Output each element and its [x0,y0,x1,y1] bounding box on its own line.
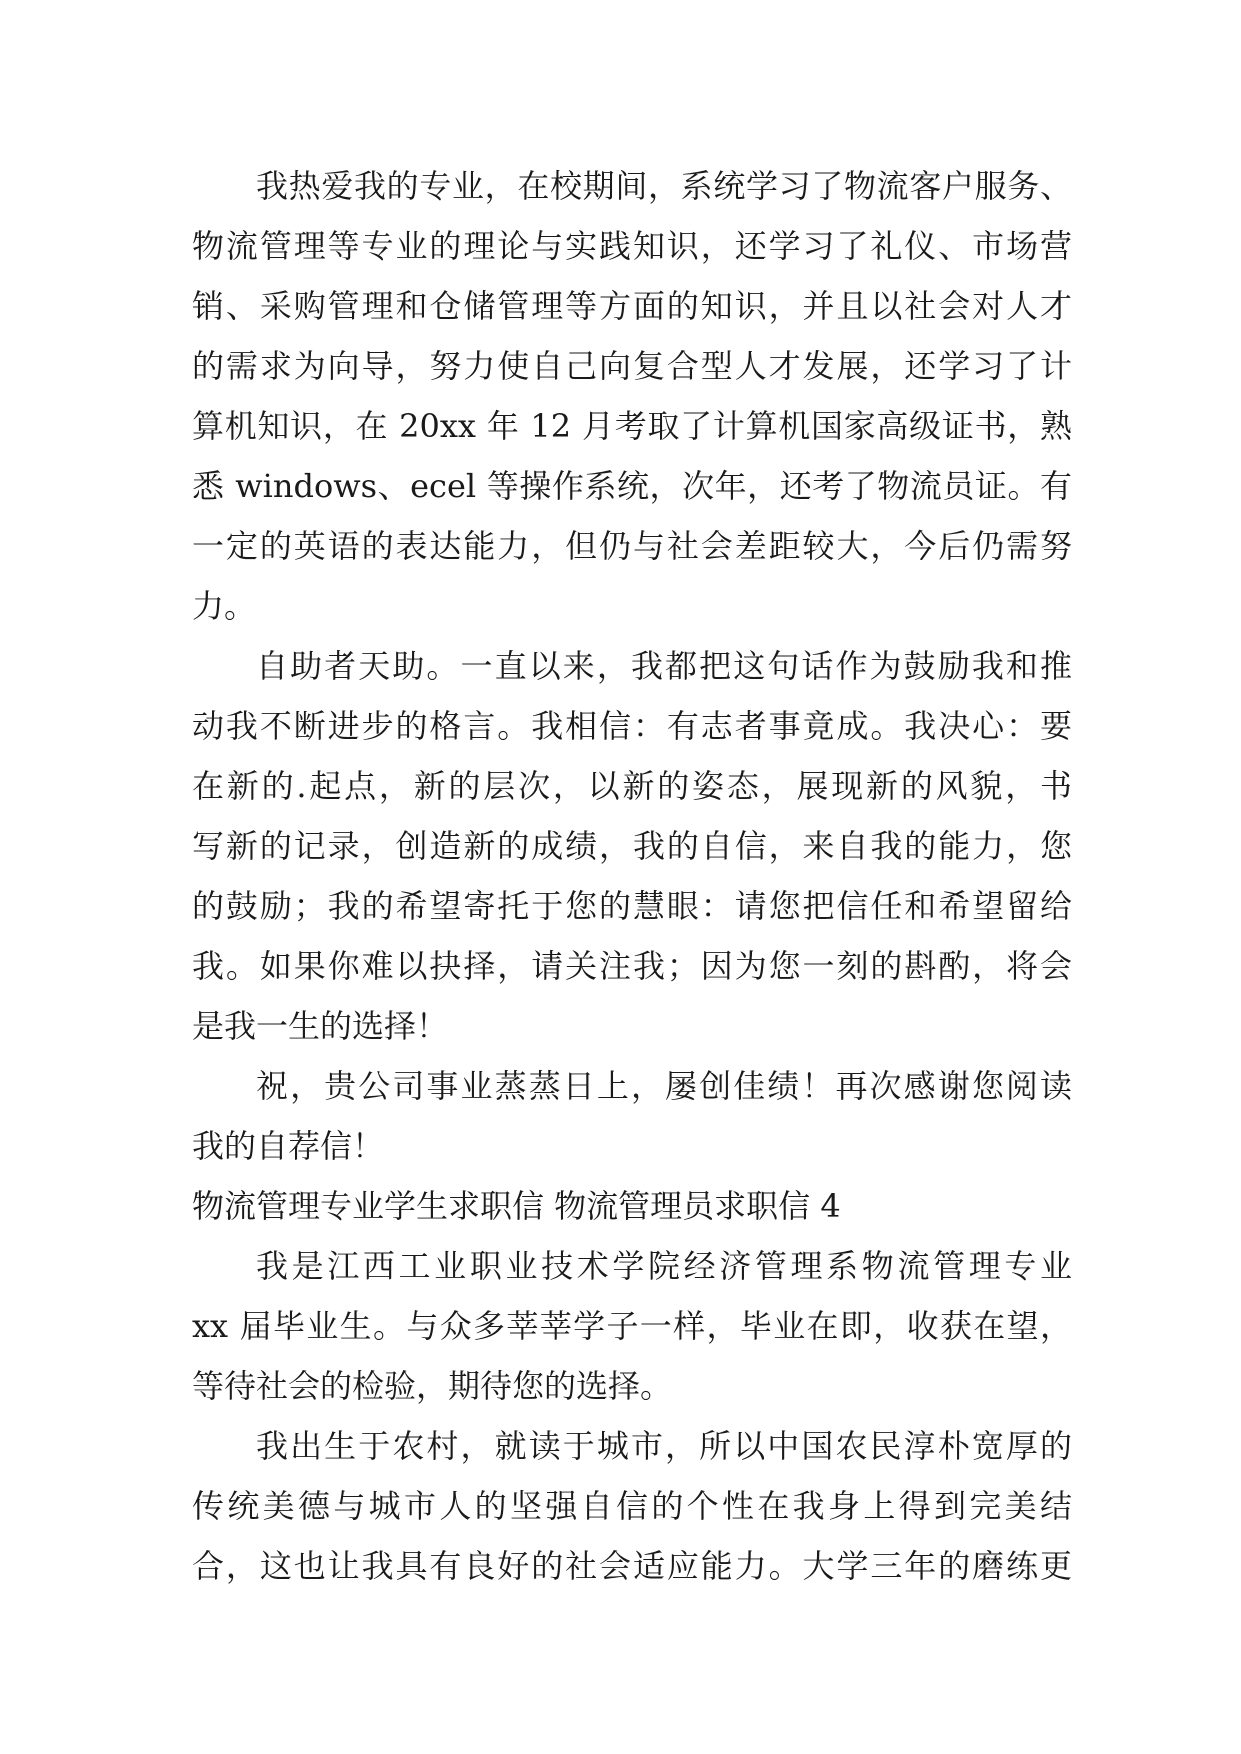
paragraph-line: 的鼓励；我的希望寄托于您的慧眼：请您把信任和希望留给 [192,887,1072,925]
paragraph-line: 自助者天助。一直以来，我都把这句话作为鼓励我和推 [256,647,1072,685]
document-body [192,156,1072,1596]
paragraph-line: 悉 windows、ecel 等操作系统，次年，还考了物流员证。有 [192,467,1072,505]
paragraph-line: xx 届毕业生。与众多莘莘学子一样，毕业在即，收获在望， [192,1307,1072,1345]
paragraph-line: 祝，贵公司事业蒸蒸日上，屡创佳绩！再次感谢您阅读 [256,1067,1072,1105]
paragraph-line: 我出生于农村，就读于城市，所以中国农民淳朴宽厚的 [256,1427,1072,1465]
paragraph-line: 传统美德与城市人的坚强自信的个性在我身上得到完美结 [192,1487,1072,1525]
paragraph-line: 写新的记录，创造新的成绩，我的自信，来自我的能力，您 [192,827,1072,865]
paragraph-line: 的需求为向导，努力使自己向复合型人才发展，还学习了计 [192,347,1072,385]
paragraph-line: 合，这也让我具有良好的社会适应能力。大学三年的磨练更 [192,1547,1072,1585]
paragraph-line: 是我一生的选择！ [192,1007,449,1045]
paragraph-line: 力。 [192,587,257,625]
paragraph-line: 算机知识，在 20xx 年 12 月考取了计算机国家高级证书，熟 [192,407,1072,445]
section-heading: 物流管理专业学生求职信 物流管理员求职信 4 [192,1187,841,1225]
paragraph-line: 物流管理等专业的理论与实践知识，还学习了礼仪、市场营 [192,227,1072,265]
paragraph-line: 在新的.起点，新的层次，以新的姿态，展现新的风貌，书 [192,767,1072,805]
paragraph-line: 我的自荐信！ [192,1127,385,1165]
paragraph-line: 动我不断进步的格言。我相信：有志者事竟成。我决心：要 [192,707,1072,745]
paragraph-line: 销、采购管理和仓储管理等方面的知识，并且以社会对人才 [192,287,1072,325]
paragraph-line: 我是江西工业职业技术学院经济管理系物流管理专业 [256,1247,1072,1285]
paragraph-line: 一定的英语的表达能力，但仍与社会差距较大，今后仍需努 [192,527,1072,565]
paragraph-line: 我。如果你难以抉择，请关注我；因为您一刻的斟酌，将会 [192,947,1072,985]
paragraph-line: 等待社会的检验，期待您的选择。 [192,1367,673,1405]
paragraph-line: 我热爱我的专业，在校期间，系统学习了物流客户服务、 [256,167,1072,205]
